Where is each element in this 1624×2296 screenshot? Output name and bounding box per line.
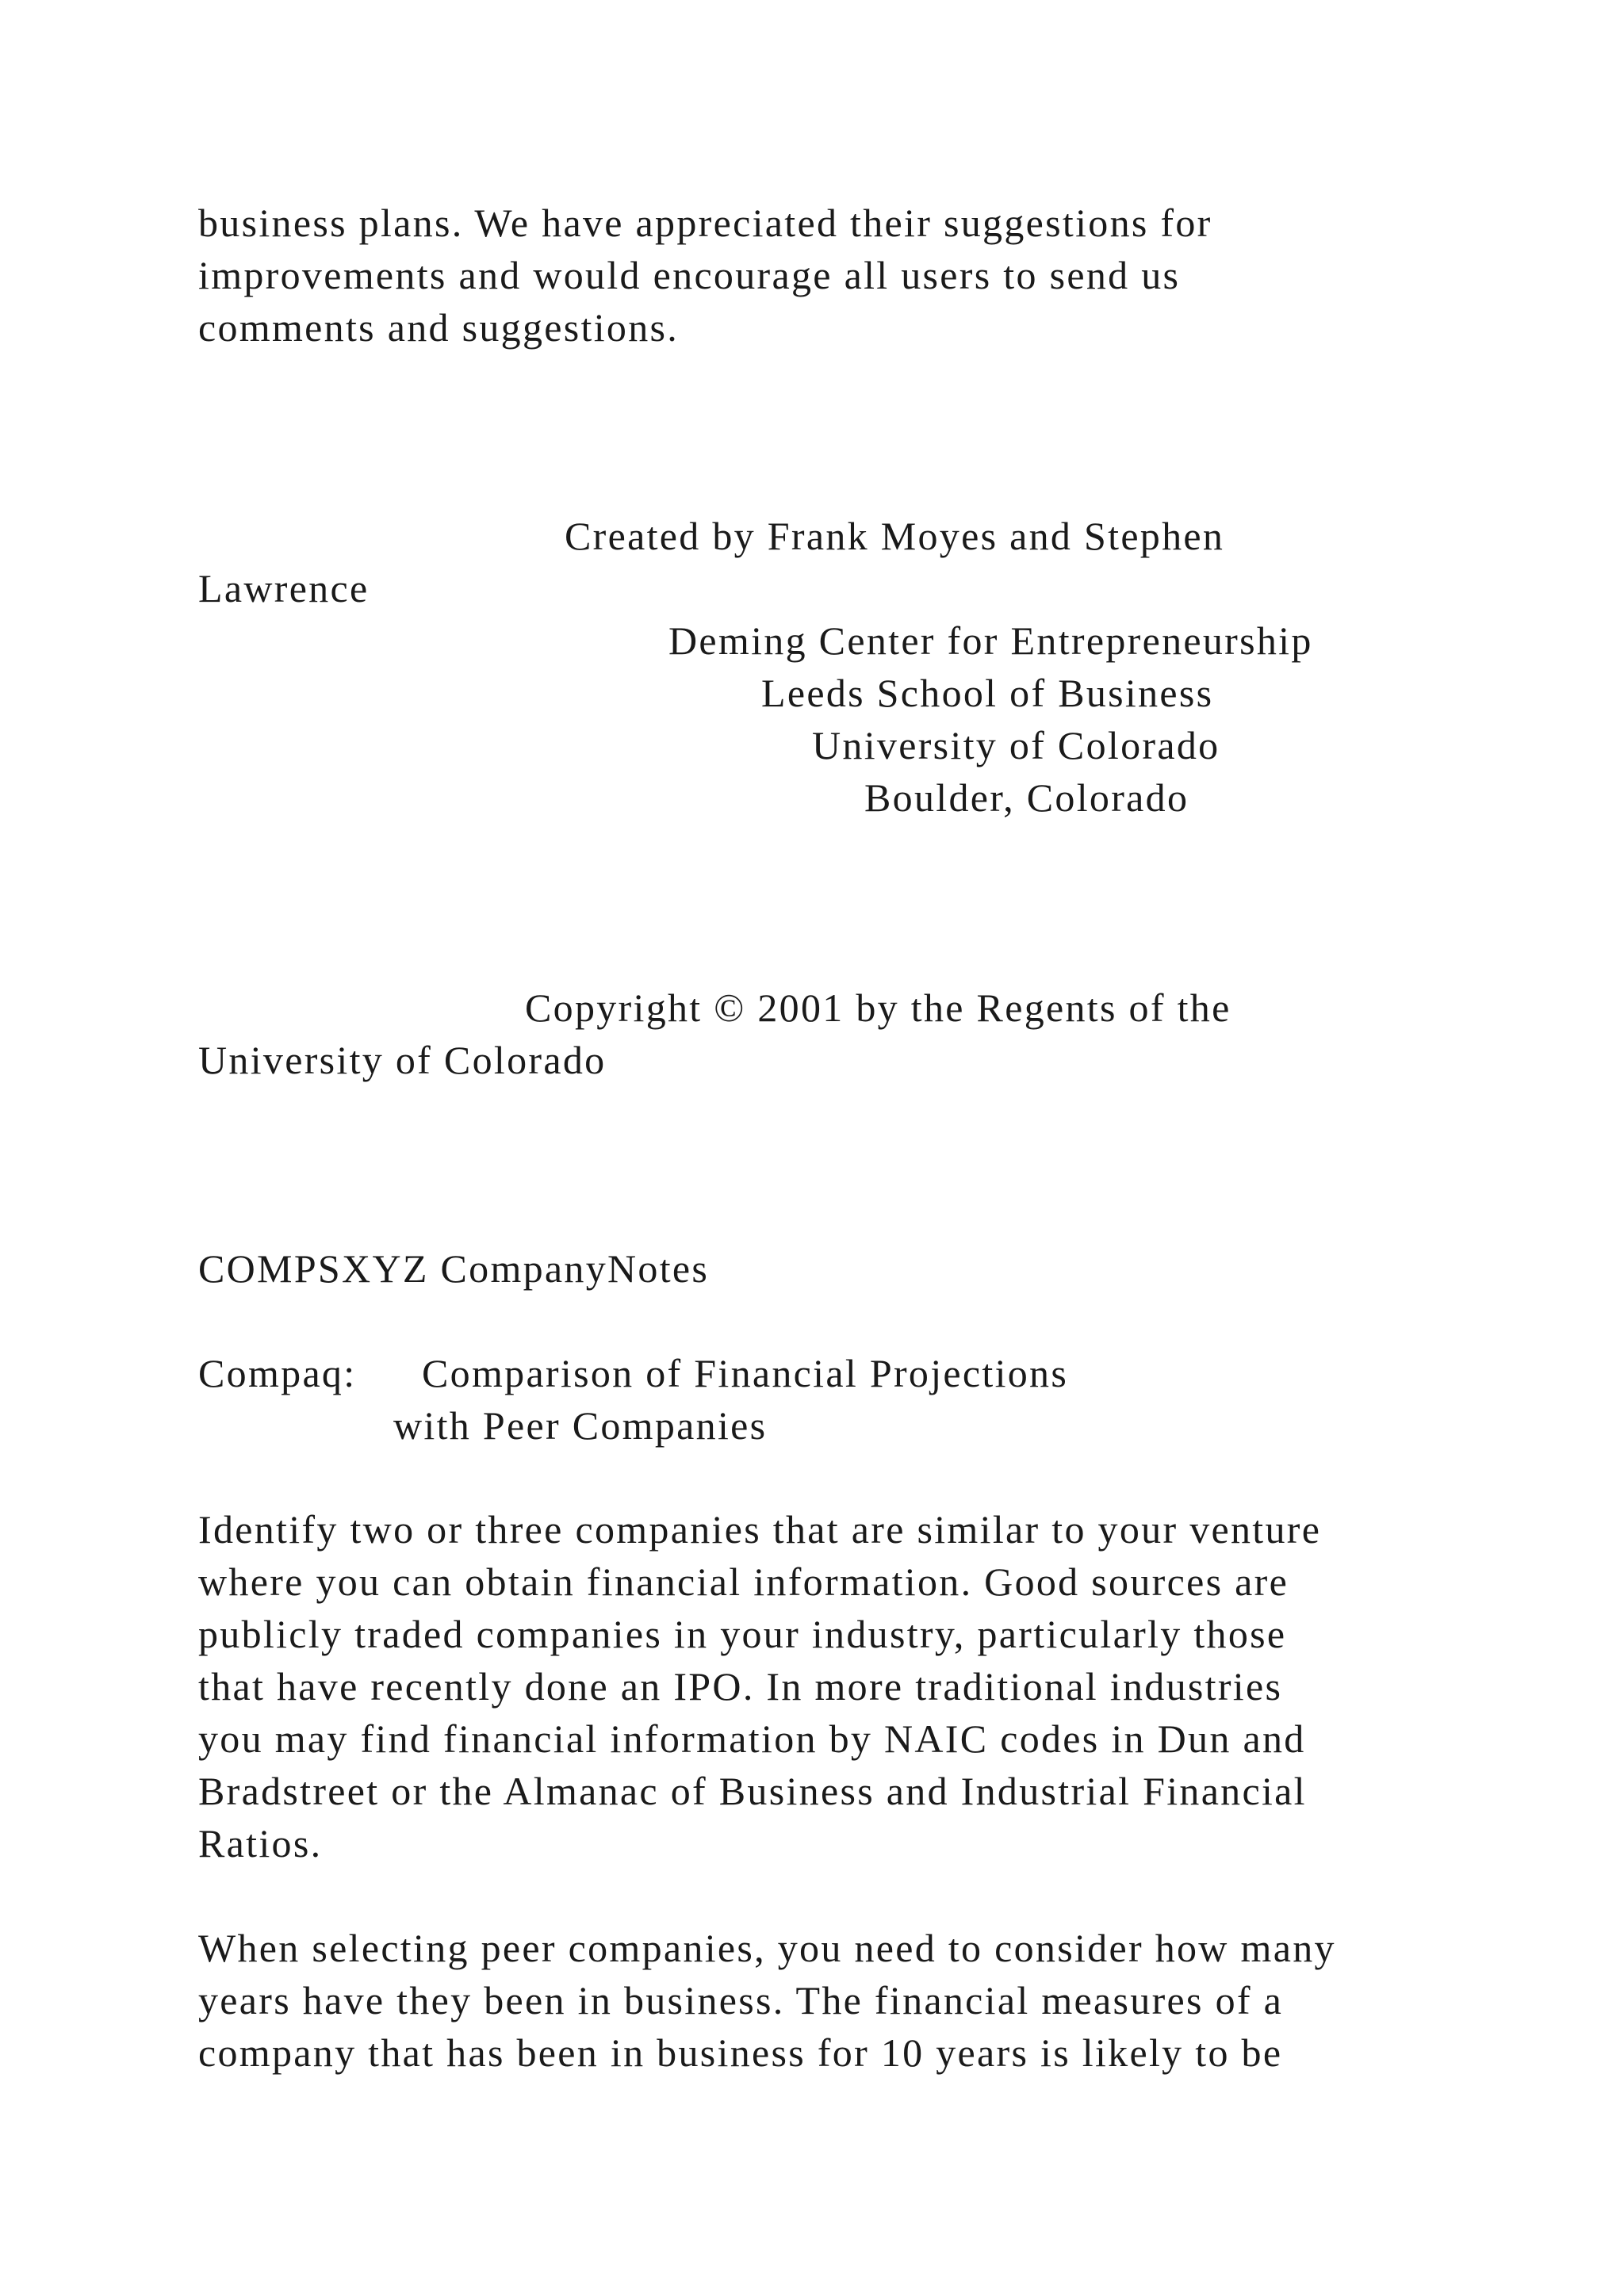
credits-created-by-continued: Lawrence [198,566,370,610]
credits-school: Leeds School of Business [761,671,1214,715]
intro-line-1: business plans. We have appreciated their suggestions for [198,201,1212,245]
credits-university: University of Colorado [812,723,1220,767]
credits-created-by: Created by Frank Moyes and Stephen [565,514,1225,558]
section-heading: COMPSXYZ CompanyNotes [198,1246,710,1291]
paragraph-2-line-2: years have they been in business. The financial measures of a [198,1978,1284,2022]
subject-line-2: with Peer Companies [393,1403,768,1448]
paragraph-1-line-7: Ratios. [198,1821,323,1866]
credits-center: Deming Center for Entrepreneurship [668,618,1313,663]
paragraph-1-line-4: that have recently done an IPO. In more traditional industries [198,1664,1283,1709]
credits-city: Boulder, Colorado [864,775,1189,820]
paragraph-1-line-5: you may find financial information by NAIC codes in Dun and [198,1716,1306,1761]
paragraph-1-line-1: Identify two or three companies that are similar to your venture [198,1507,1322,1552]
paragraph-1-line-2: where you can obtain financial information. Good sources are [198,1559,1289,1604]
paragraph-1-line-6: Bradstreet or the Almanac of Business and Industrial Financial [198,1769,1307,1813]
copyright-line-1: Copyright © 2001 by the Regents of the [525,985,1231,1030]
copyright-line-2: University of Colorado [198,1038,607,1082]
intro-line-2: improvements and would encourage all users to send us [198,253,1181,297]
paragraph-1-line-3: publicly traded companies in your industry, particularly those [198,1612,1287,1656]
subject-label: Compaq: [198,1351,357,1395]
paragraph-2-line-1: When selecting peer companies, you need to consider how many [198,1926,1336,1970]
paragraph-2-line-3: company that has been in business for 10 years is likely to be [198,2030,1283,2075]
intro-line-3: comments and suggestions. [198,305,680,350]
subject-line-1: Comparison of Financial Projections [422,1351,1069,1395]
